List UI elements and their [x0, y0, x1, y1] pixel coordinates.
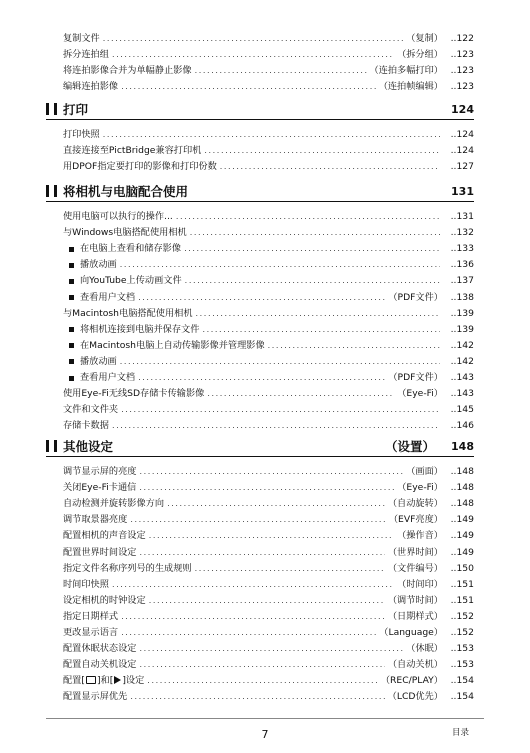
page-ref: ..124: [450, 129, 474, 140]
section-page: 124: [451, 102, 474, 116]
entry-title: 拆分连拍组: [63, 49, 109, 61]
toc-entry[interactable]: [63, 418, 474, 434]
dot-leader: [139, 480, 394, 496]
entry-title: 配置自动关机设定: [63, 659, 137, 671]
dot-leader: [140, 657, 385, 673]
dot-leader: [220, 159, 440, 175]
bullet-icon: [69, 327, 74, 332]
dot-leader: [176, 209, 440, 225]
page-ref: ..152: [450, 627, 474, 638]
toc-subentry[interactable]: [69, 290, 474, 306]
page-ref: ..149: [450, 514, 474, 526]
toc-entry[interactable]: [63, 402, 474, 418]
dot-leader: [112, 577, 394, 593]
toc-entry[interactable]: [63, 480, 474, 496]
page-ref: ..123: [450, 81, 474, 93]
dot-leader: [167, 496, 385, 512]
toc-entry[interactable]: [63, 127, 474, 143]
page-ref: ..136: [450, 259, 474, 271]
menu-tag: （调节时间）: [387, 594, 443, 606]
section-title: 将相机与电脑配合使用: [63, 184, 189, 199]
toc-entry[interactable]: [63, 464, 474, 480]
page-ref: ..149: [450, 546, 474, 558]
entry-title: 配置显示屏优先: [63, 691, 128, 703]
entry-title: 自动检测并旋转影像方向: [63, 498, 165, 510]
menu-tag: （LCD优先）: [387, 691, 443, 703]
section-marker-icon: [46, 185, 57, 197]
entry-title: 将相机连接到电脑并保存文件: [80, 323, 200, 335]
menu-tag: （Eye-Fi）: [397, 482, 443, 494]
dot-leader: [196, 306, 440, 322]
section-marker-icon: [46, 103, 57, 115]
dot-leader: [140, 641, 404, 657]
dot-leader: [140, 464, 404, 480]
section-page: 131: [451, 184, 474, 198]
toc-entry[interactable]: [63, 496, 474, 512]
entry-title: 向YouTube上传动画文件: [80, 275, 182, 287]
entry-title: 编辑连拍影像: [63, 81, 119, 93]
dot-leader: [121, 402, 440, 418]
toc-subentry[interactable]: [69, 257, 474, 273]
menu-tag: （复制）: [406, 33, 443, 44]
page-ref: ..149: [450, 530, 474, 542]
entry-title: 指定文件名称序列号的生成规则: [63, 562, 192, 574]
toc-entry[interactable]: [63, 545, 474, 561]
entry-title: 用DPOF指定要打印的影像和打印份数: [63, 161, 217, 173]
dot-leader: [149, 593, 385, 609]
dot-leader: [112, 47, 394, 63]
dot-leader: [138, 290, 385, 306]
page-ref: ..148: [450, 466, 474, 477]
entry-title: 文件和文件夹: [63, 404, 119, 416]
dot-leader: [120, 354, 440, 370]
entry-title: 将连拍影像合并为单幅静止影像: [63, 65, 192, 77]
section-marker-icon: [46, 440, 57, 452]
toc-entry[interactable]: [63, 225, 474, 241]
entry-title: 存储卡数据: [63, 420, 109, 432]
menu-tag: （EVF亮度）: [388, 514, 443, 526]
toc-entry[interactable]: [63, 63, 474, 79]
section-heading: [46, 99, 474, 120]
page-ref: ..148: [450, 498, 474, 510]
menu-tag: （自动旋转）: [387, 498, 443, 510]
toc-subentry[interactable]: [69, 370, 474, 386]
toc-subentry[interactable]: [69, 241, 474, 257]
dot-leader: [112, 418, 440, 434]
dot-leader: [103, 31, 404, 47]
page-ref: ..142: [450, 355, 474, 367]
toc-subentry[interactable]: [69, 273, 474, 289]
entry-title: 在电脑上查看和储存影像: [80, 243, 182, 255]
menu-tag: （拆分组）: [397, 49, 443, 61]
page-ref: ..142: [450, 339, 474, 351]
menu-tag: （世界时间）: [387, 546, 443, 558]
toc-entry[interactable]: [63, 143, 474, 159]
page-ref: ..139: [450, 307, 474, 319]
page-ref: ..153: [450, 643, 474, 655]
footer-divider: [46, 718, 484, 719]
entry-title: 指定日期样式: [63, 610, 119, 622]
menu-tag: （Language）: [379, 627, 443, 638]
page-ref: ..145: [450, 404, 474, 416]
dot-leader: [202, 322, 440, 338]
entry-title: 复制文件: [63, 33, 100, 44]
dot-leader: [103, 127, 440, 143]
dot-leader: [130, 512, 386, 528]
page-ref: ..137: [450, 275, 474, 287]
entry-title: 关闭Eye-Fi卡通信: [63, 482, 137, 494]
section-tag: （设置）: [385, 439, 436, 454]
menu-tag: （日期样式）: [387, 610, 443, 622]
entry-title: [63, 673, 144, 689]
toc-entry[interactable]: [63, 386, 474, 402]
dot-leader: [207, 386, 394, 402]
toc-entry[interactable]: [63, 673, 474, 689]
page-ref: ..143: [450, 372, 474, 383]
section-title: 其他设定: [63, 439, 114, 454]
dot-leader: [138, 370, 385, 386]
dot-leader: [130, 689, 384, 705]
page-ref: ..150: [450, 562, 474, 574]
page-ref: ..133: [450, 243, 474, 255]
toc-entry[interactable]: [63, 209, 474, 225]
section-heading: [46, 181, 474, 202]
page-ref: ..151: [450, 594, 474, 606]
play-icon: [114, 676, 121, 684]
bullet-icon: [69, 376, 74, 381]
page-ref: ..138: [450, 291, 474, 303]
toc-subentry[interactable]: [69, 322, 474, 338]
toc-entry[interactable]: [63, 47, 474, 63]
menu-tag: （Eye-Fi）: [397, 388, 443, 400]
entry-title: 设定相机的时钟设定: [63, 594, 146, 606]
toc-entry[interactable]: [63, 657, 474, 673]
section-page: 148: [451, 439, 474, 453]
dot-leader: [121, 609, 385, 625]
bullet-icon: [69, 343, 74, 348]
menu-tag: （自动关机）: [387, 659, 443, 671]
toc-subentry[interactable]: [69, 354, 474, 370]
dot-leader: [204, 143, 440, 159]
bullet-icon: [69, 359, 74, 364]
page-ref: ..154: [450, 691, 474, 703]
page-ref: ..123: [450, 65, 474, 77]
menu-tag: （连拍帧编辑）: [378, 81, 443, 93]
page-number: 7: [261, 728, 269, 741]
toc-entry[interactable]: [63, 512, 474, 528]
entry-title: 配置世界时间设定: [63, 546, 137, 558]
entry-title: 播放动画: [80, 355, 117, 367]
bullet-icon: [69, 263, 74, 268]
page-ref: ..153: [450, 659, 474, 671]
entry-title-part: ]设定: [122, 675, 145, 687]
entry-title: 打印快照: [63, 129, 100, 140]
toc-entry[interactable]: [63, 689, 474, 705]
menu-tag: （连拍多幅打印）: [369, 65, 443, 77]
toc-entry[interactable]: [63, 641, 474, 657]
toc-entry[interactable]: [63, 79, 474, 95]
toc-entry[interactable]: [63, 159, 474, 175]
page-ref: ..132: [450, 227, 474, 239]
page-ref: ..139: [450, 323, 474, 335]
entry-title: 时间印快照: [63, 578, 109, 590]
dot-leader: [147, 673, 378, 689]
menu-tag: （休眠）: [406, 643, 443, 655]
toc-entry[interactable]: [63, 577, 474, 593]
menu-tag: （文件编号）: [387, 562, 443, 574]
dot-leader: [120, 257, 440, 273]
entry-title: 使用电脑可以执行的操作...: [63, 211, 173, 222]
dot-leader: [149, 528, 394, 544]
entry-title: 调节取景器亮度: [63, 514, 128, 526]
page-ref: ..146: [450, 420, 474, 432]
toc-entry[interactable]: [63, 609, 474, 625]
bullet-icon: [69, 295, 74, 300]
page-ref: ..124: [450, 145, 474, 157]
entry-title: 使用Eye-Fi无线SD存储卡传输影像: [63, 388, 205, 400]
toc-entry[interactable]: [63, 593, 474, 609]
page-ref: ..152: [450, 610, 474, 622]
dot-leader: [140, 545, 385, 561]
menu-tag: （画面）: [406, 466, 443, 477]
page-ref: ..154: [450, 675, 474, 687]
bullet-icon: [69, 247, 74, 252]
menu-tag: （PDF文件）: [388, 372, 443, 383]
dot-leader: [195, 561, 385, 577]
entry-title: 在Macintosh电脑上自动传输影像并管理影像: [80, 339, 265, 351]
page-ref: ..151: [450, 578, 474, 590]
dot-leader: [121, 79, 376, 95]
toc-subentry[interactable]: [69, 338, 474, 354]
toc-entry[interactable]: [63, 625, 474, 641]
entry-title: 更改显示语言: [63, 627, 119, 638]
entry-title: 配置休眠状态设定: [63, 643, 137, 655]
dot-leader: [195, 63, 367, 79]
page-ref: ..143: [450, 388, 474, 400]
page-ref: ..127: [450, 161, 474, 173]
entry-title-part: 配置[: [63, 675, 85, 687]
section-title: 打印: [63, 102, 89, 117]
footer-label: 目录: [452, 728, 470, 738]
menu-tag: （时间印）: [397, 578, 443, 590]
entry-title: 配置相机的声音设定: [63, 530, 146, 542]
toc-entry[interactable]: [63, 31, 474, 47]
section-heading: [46, 436, 474, 457]
entry-title: 直接连接至PictBridge兼容打印机: [63, 145, 202, 157]
dot-leader: [190, 225, 440, 241]
camera-icon: [86, 676, 96, 684]
entry-title: 与Macintosh电脑搭配使用相机: [63, 307, 193, 319]
page-ref: ..123: [450, 49, 474, 61]
dot-leader: [185, 273, 440, 289]
page-ref: ..131: [450, 211, 474, 222]
entry-title: 与Windows电脑搭配使用相机: [63, 227, 187, 239]
entry-title: 调节显示屏的亮度: [63, 466, 137, 477]
entry-title-part: ]和[: [96, 675, 114, 687]
dot-leader: [121, 625, 376, 641]
toc-entry[interactable]: [63, 561, 474, 577]
bullet-icon: [69, 279, 74, 284]
entry-title: 查看用户文档: [80, 372, 136, 383]
page-ref: ..148: [450, 482, 474, 494]
page-ref: ..122: [450, 33, 474, 44]
menu-tag: （REC/PLAY）: [380, 675, 443, 687]
menu-tag: （PDF文件）: [388, 291, 443, 303]
toc-entry[interactable]: [63, 306, 474, 322]
dot-leader: [268, 338, 440, 354]
menu-tag: （操作音）: [397, 530, 443, 542]
entry-title: 查看用户文档: [80, 291, 136, 303]
dot-leader: [184, 241, 440, 257]
entry-title: 播放动画: [80, 259, 117, 271]
toc-entry[interactable]: [63, 528, 474, 544]
